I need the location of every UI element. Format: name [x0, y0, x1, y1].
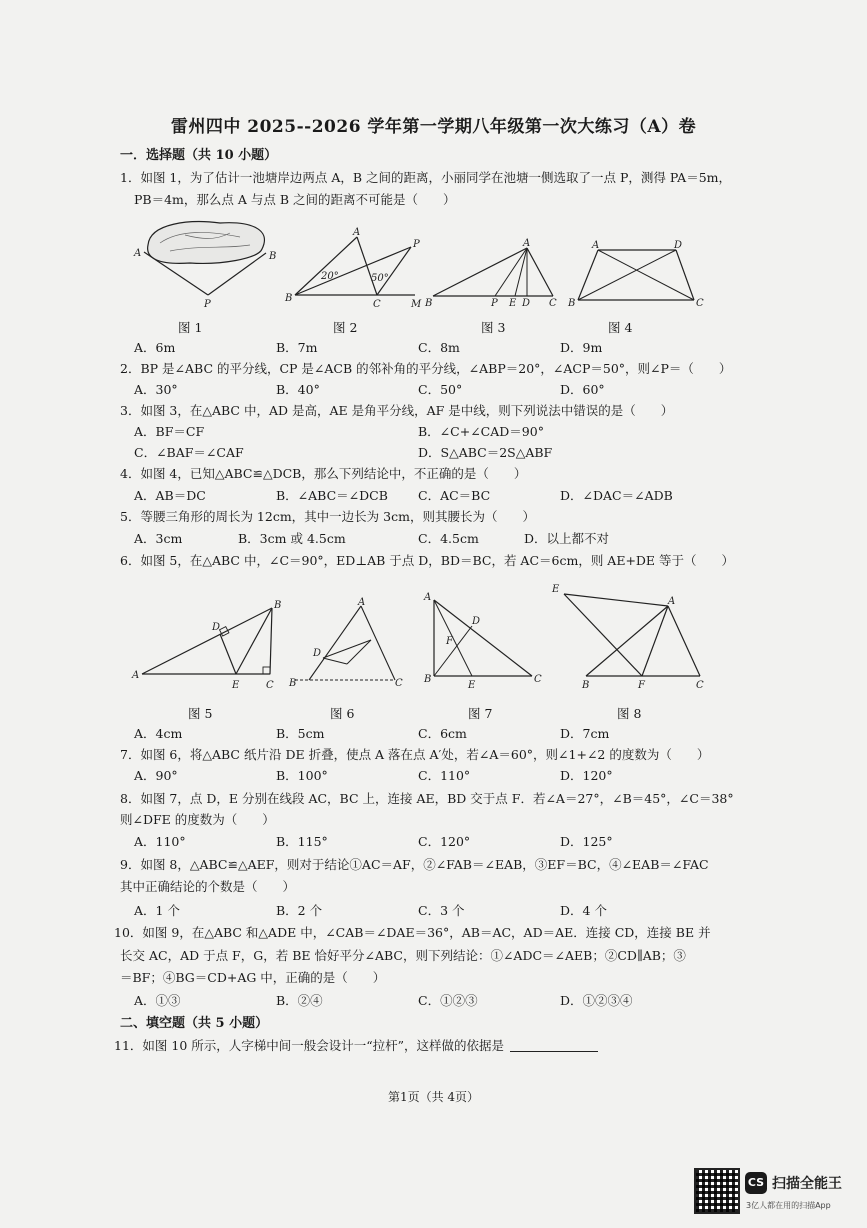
- label-b: B: [424, 674, 432, 685]
- segment-be: [236, 608, 272, 674]
- question-8-line1: 8．如图 7，点 D，E 分别在线段 AC，BC 上，连接 AE，BD 交于点 F．若∠A＝27°，∠B＝45°，∠C＝38°: [120, 791, 734, 806]
- figure-1-caption: 图 1: [178, 320, 203, 335]
- question-1-option-d: D．9m: [560, 340, 603, 355]
- label-d: D: [212, 622, 221, 633]
- segment-ae: [434, 600, 472, 676]
- label-f: F: [446, 636, 453, 647]
- section-heading-fill: 二、填空题（共 5 小题）: [120, 1016, 269, 1031]
- question-1-option-c: C．8m: [418, 340, 460, 355]
- camscanner-name: 扫描全能王: [772, 1176, 842, 1192]
- question-9-option-d: D．4 个: [560, 903, 607, 918]
- question-10-line3: ＝BF；④BG＝CD+AG 中，正确的是（ ）: [120, 970, 386, 985]
- label-b: B: [289, 678, 297, 689]
- question-2-option-b: B．40°: [276, 382, 320, 397]
- segment-ab: [578, 250, 598, 300]
- diagonal-db: [578, 250, 676, 300]
- figure-8: [548, 580, 718, 690]
- figure-8-caption: 图 8: [617, 706, 642, 721]
- question-7-option-b: B．100°: [276, 768, 328, 783]
- question-5-option-a: A．3cm: [134, 531, 183, 546]
- segment-ea: [564, 594, 668, 606]
- segment-ac: [357, 237, 377, 295]
- segment-bd: [434, 626, 472, 676]
- question-8-option-b: B．115°: [276, 834, 328, 849]
- label-b: B: [568, 298, 576, 309]
- figure-6-drawing: [285, 597, 405, 690]
- angle-50-label: 50°: [371, 273, 389, 284]
- question-7-option-a: A．90°: [134, 768, 178, 783]
- label-f: F: [638, 680, 645, 691]
- question-7-line1: 7．如图 6，将△ABC 纸片沿 DE 折叠，使点 A 落在点 A′处，若∠A＝60°，则∠1+∠2 的度数为（ ）: [120, 747, 710, 762]
- figure-1: [130, 215, 280, 310]
- question-8-option-a: A．110°: [134, 834, 186, 849]
- figure-1-drawing: [130, 215, 280, 310]
- question-6-line1: 6．如图 5，在△ABC 中，∠C＝90°，ED⊥AB 于点 D，BD＝BC，若 AC＝6cm，则 AE+DE 等于（ ）: [120, 553, 735, 568]
- label-p: P: [204, 299, 211, 310]
- figure-3-drawing: [425, 240, 565, 310]
- segment-ab: [586, 606, 668, 676]
- question-5-line1: 5．等腰三角形的周长为 12cm，其中一边长为 3cm，则其腰长为（ ）: [120, 509, 535, 524]
- question-6-option-c: C．6cm: [418, 726, 467, 741]
- label-m: M: [411, 299, 422, 310]
- question-2-line1: 2．BP 是∠ABC 的平分线，CP 是∠ACB 的邻补角的平分线，∠ABP＝20°，∠ACP＝50°，则∠P＝（ ）: [120, 361, 732, 376]
- question-4-option-d: D．∠DAC＝∠ADB: [560, 488, 673, 503]
- label-c: C: [696, 680, 704, 691]
- question-9-line1: 9．如图 8，△ABC≌△AEF，则对于结论①AC＝AF，②∠FAB＝∠EAB，③EF＝BC，④∠EAB＝∠FAC: [120, 857, 709, 872]
- figure-2-drawing: [285, 225, 433, 310]
- question-5-option-d: D．以上都不对: [524, 531, 610, 546]
- question-10-line2: 长交 AC，AD 于点 F，G，若 BE 恰好平分∠ABC，则下列结论：①∠ADC＝∠AEB；②CD∥AB；③: [120, 948, 686, 963]
- segment-ab: [309, 606, 361, 680]
- question-3-option-b: B．∠C+∠CAD＝90°: [418, 424, 544, 439]
- question-10-option-b: B．②④: [276, 993, 323, 1008]
- label-b: B: [274, 600, 282, 611]
- question-9-line2: 其中正确结论的个数是（ ）: [120, 879, 296, 894]
- segment-ab: [433, 248, 527, 296]
- figure-4-caption: 图 4: [608, 320, 633, 335]
- segment-ac: [527, 248, 553, 296]
- label-a: A: [134, 248, 142, 259]
- segment-ba: [295, 237, 357, 295]
- angle-20-label: 20°: [321, 271, 339, 282]
- label-p: P: [413, 239, 420, 250]
- question-7-option-d: D．120°: [560, 768, 613, 783]
- question-8-line2: 则∠DFE 的度数为（ ）: [120, 812, 275, 827]
- question-10-line1: 10．如图 9，在△ABC 和△ADE 中，∠CAB＝∠DAE＝36°，AB＝AC，AD＝AE．连接 CD，连接 BE 并: [114, 925, 711, 940]
- qr-code-icon: [694, 1168, 740, 1214]
- section-heading-choice: 一．选择题（共 10 小题）: [120, 148, 278, 163]
- label-a: A: [523, 238, 531, 249]
- question-5-option-b: B．3cm 或 4.5cm: [238, 531, 346, 546]
- question-7-option-c: C．110°: [418, 768, 471, 783]
- question-6-option-b: B．5cm: [276, 726, 325, 741]
- figure-6: [285, 597, 405, 690]
- label-c: C: [549, 298, 557, 309]
- right-angle-d: [220, 627, 229, 636]
- question-11-line: [114, 1038, 598, 1054]
- label-e: E: [552, 584, 560, 595]
- label-c: C: [395, 678, 403, 689]
- question-9-option-c: C．3 个: [418, 903, 465, 918]
- question-2-option-d: D．60°: [560, 382, 605, 397]
- question-9-option-a: A．1 个: [134, 903, 180, 918]
- label-d: D: [522, 298, 531, 309]
- label-a: A: [668, 596, 676, 607]
- question-4-line1: 4．如图 4，已知△ABC≌△DCB，那么下列结论中，不正确的是（ ）: [120, 466, 527, 481]
- question-9-option-b: B．2 个: [276, 903, 323, 918]
- label-d: D: [674, 240, 683, 251]
- figure-5-drawing: [132, 596, 287, 696]
- label-b: B: [285, 293, 293, 304]
- question-6-option-a: A．4cm: [134, 726, 183, 741]
- figure-6-caption: 图 6: [330, 706, 355, 721]
- figure-2-caption: 图 2: [333, 320, 358, 335]
- question-2-option-a: A．30°: [134, 382, 178, 397]
- label-a: A: [424, 592, 432, 603]
- figure-3: [425, 240, 565, 310]
- question-10-option-d: D．①②③④: [560, 993, 633, 1008]
- question-3-option-c: C．∠BAF＝∠CAF: [134, 445, 244, 460]
- label-e: E: [232, 680, 240, 691]
- figure-7-drawing: [420, 588, 560, 690]
- question-1-option-a: A．6m: [134, 340, 176, 355]
- label-c: C: [373, 299, 381, 310]
- figure-5: [132, 596, 287, 696]
- segment-de: [220, 634, 236, 674]
- right-angle-c: [263, 667, 270, 674]
- bisector-ae: [515, 248, 527, 296]
- figure-8-drawing: [548, 580, 718, 690]
- label-d: D: [313, 648, 322, 659]
- segment-ac: [361, 606, 395, 680]
- label-e: E: [468, 680, 476, 691]
- fold-ea: [347, 640, 371, 664]
- question-3-line1: 3．如图 3，在△ABC 中，AD 是高，AE 是角平分线，AF 是中线，则下列说法中错误的是（ ）: [120, 403, 674, 418]
- question-10-option-a: A．①③: [134, 993, 181, 1008]
- fold-da: [323, 658, 347, 664]
- label-e: E: [509, 298, 517, 309]
- question-8-option-c: C．120°: [418, 834, 471, 849]
- label-c: C: [696, 298, 704, 309]
- question-4-option-c: C．AC＝BC: [418, 488, 491, 503]
- label-c: C: [534, 674, 542, 685]
- question-3-option-a: A．BF＝CF: [134, 424, 205, 439]
- figure-4: [566, 238, 711, 310]
- question-3-option-d: D．S△ABC＝2S△ABF: [418, 445, 553, 460]
- diagonal-ac: [598, 250, 694, 300]
- camscanner-tagline: 3亿人都在用的扫描App: [746, 1201, 831, 1210]
- question-4-option-a: A．AB＝DC: [134, 488, 206, 503]
- label-p: P: [491, 298, 498, 309]
- label-a: A: [353, 227, 361, 238]
- figure-2: [285, 225, 433, 310]
- camscanner-logo: CS: [745, 1172, 767, 1194]
- label-a: A: [132, 670, 140, 681]
- segment-bc: [270, 608, 272, 674]
- figure-4-drawing: [566, 238, 711, 310]
- question-2-option-c: C．50°: [418, 382, 463, 397]
- figure-7: [420, 588, 560, 690]
- label-c: C: [266, 680, 274, 691]
- median-af: [495, 248, 527, 296]
- figure-5-caption: 图 5: [188, 706, 213, 721]
- label-a: A: [592, 240, 600, 251]
- label-b: B: [269, 251, 277, 262]
- question-5-option-c: C．4.5cm: [418, 531, 479, 546]
- question-4-option-b: B．∠ABC＝∠DCB: [276, 488, 388, 503]
- question-6-option-d: D．7cm: [560, 726, 610, 741]
- figure-3-caption: 图 3: [481, 320, 506, 335]
- question-10-option-c: C．①②③: [418, 993, 478, 1008]
- label-b: B: [425, 298, 433, 309]
- figure-7-caption: 图 7: [468, 706, 493, 721]
- label-d: D: [472, 616, 481, 627]
- label-b: B: [582, 680, 590, 691]
- question-1-option-b: B．7m: [276, 340, 318, 355]
- segment-ac: [668, 606, 700, 676]
- question-1-line2: PB＝4m，那么点 A 与点 B 之间的距离不可能是（ ）: [134, 192, 456, 207]
- question-11-text: 11．如图 10 所示，人字梯中间一般会设计一“拉杆”，这样做的依据是: [114, 1038, 505, 1053]
- label-a: A: [358, 597, 366, 608]
- question-1-line1: 1．如图 1，为了估计一池塘岸边两点 A，B 之间的距离，小丽同学在池塘一侧选取了一点 P，测得 PA＝5m，: [120, 170, 731, 185]
- pond-outline: [148, 222, 265, 264]
- page-footer: 第1页（共 4页）: [387, 1090, 480, 1104]
- answer-blank: [510, 1039, 598, 1052]
- segment-ab: [142, 608, 272, 674]
- question-8-option-d: D．125°: [560, 834, 613, 849]
- segment-ef: [564, 594, 642, 676]
- page-title: 雷州四中 2025--2026 学年第一学期八年级第一次大练习（A）卷: [170, 117, 697, 137]
